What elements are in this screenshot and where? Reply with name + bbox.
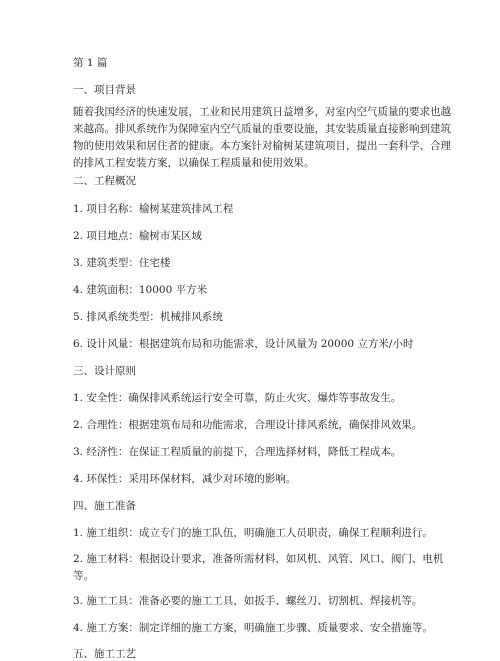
section-title-process: 五、施工工艺 [73,648,136,660]
paragraph-line: 随着我国经济的快速发展，工业和民用建筑日益增多，对室内空气质量的要求也越 [73,106,451,118]
preparation-item: 1. 施工组织：成立专门的施工队伍，明确施工人员职责，确保工程顺利进行。 [73,527,433,539]
overview-item: 2. 项目地点：榆树市某区域 [73,230,202,242]
principle-item: 2. 合理性：根据建筑布局和功能需求，合理设计排风系统，确保排风效果。 [73,419,423,431]
preparation-item-line: 等。 [73,570,94,582]
preparation-item-line: 2. 施工材料：根据设计要求，准备所需材料，如风机、风管、风口、阀门、电机 [73,553,444,565]
overview-item: 6. 设计风量：根据建筑布局和功能需求，设计风量为 20000 立方米/小时 [73,338,414,350]
paragraph-line: 的排风工程安装方案，以确保工程质量和使用效果。 [73,157,315,169]
principle-item: 3. 经济性：在保证工程质量的前提下，合理选择材料，降低工程成本。 [73,446,402,458]
overview-item: 3. 建筑类型：住宅楼 [73,257,171,269]
principle-item: 1. 安全性：确保排风系统运行安全可靠，防止火灾、爆炸等事故发生。 [73,392,402,404]
preparation-item-multiline [73,551,444,585]
section-title-principles: 三、设计原则 [73,365,136,377]
overview-item: 1. 项目名称：榆树某建筑排风工程 [73,203,234,215]
page-heading: 第 1 篇 [73,57,108,69]
background-paragraph [73,104,451,172]
overview-item: 5. 排风系统类型：机械排风系统 [73,311,223,323]
section-title-background: 一、项目背景 [73,84,136,96]
preparation-item: 4. 施工方案：制定详细的施工方案，明确施工步骤、质量要求、安全措施等。 [73,622,433,634]
section-title-overview: 二、工程概况 [73,175,136,187]
preparation-item: 3. 施工工具：准备必要的施工工具，如扳手、螺丝刀、切割机、焊接机等。 [73,595,423,607]
paragraph-line: 物的使用效果和居住者的健康。本方案针对榆树某建筑项目，提出一套科学、合理 [73,140,451,152]
overview-item: 4. 建筑面积：10000 平方米 [73,284,208,296]
paragraph-line: 来越高。排风系统作为保障室内空气质量的重要设施，其安装质量直接影响到建筑 [73,123,451,135]
principle-item: 4. 环保性：采用环保材料，减少对环境的影响。 [73,473,297,485]
section-title-preparation: 四、施工准备 [73,500,136,512]
